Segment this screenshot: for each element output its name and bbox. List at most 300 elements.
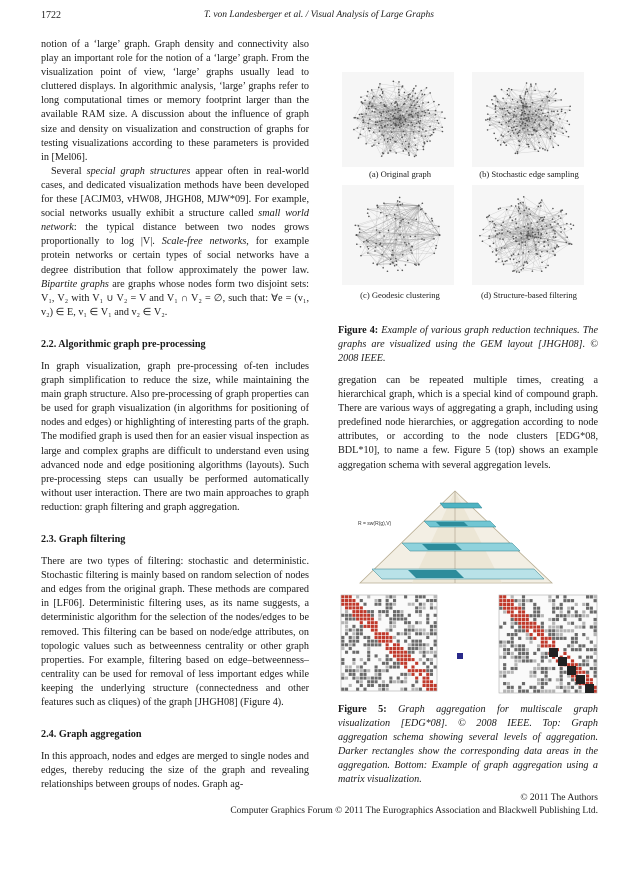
matrix-cell xyxy=(548,625,551,628)
matrix-cell xyxy=(360,610,363,613)
graph-node xyxy=(395,239,397,241)
graph-node xyxy=(495,106,497,108)
matrix-cell xyxy=(408,625,411,628)
matrix-cell xyxy=(514,618,517,621)
graph-node xyxy=(518,140,520,142)
matrix-cell xyxy=(345,595,348,598)
matrix-cell xyxy=(586,659,589,662)
matrix-cell xyxy=(434,599,437,602)
matrix-cell xyxy=(563,637,566,640)
matrix-cell xyxy=(378,599,381,602)
matrix-cell xyxy=(563,671,566,674)
graph-node xyxy=(423,110,425,112)
matrix-cell xyxy=(552,644,555,647)
matrix-cell xyxy=(415,680,418,683)
matrix-cell xyxy=(578,614,581,617)
matrix-cell xyxy=(404,658,407,661)
matrix-cell xyxy=(430,680,433,683)
graph-node xyxy=(414,104,416,106)
matrix-cell xyxy=(434,614,437,617)
matrix-cell xyxy=(352,651,355,654)
graph-node xyxy=(520,97,522,99)
matrix-cell xyxy=(503,682,506,685)
matrix-cell xyxy=(567,629,570,632)
graph-geodesic-image xyxy=(342,185,454,285)
graph-node xyxy=(513,114,515,116)
graph-node xyxy=(402,254,404,256)
graph-node xyxy=(524,98,526,100)
matrix-cell xyxy=(548,633,551,636)
matrix-cell xyxy=(341,636,344,639)
graph-node xyxy=(542,148,544,150)
matrix-cell xyxy=(507,607,510,610)
graph-node xyxy=(395,141,397,143)
graph-node xyxy=(535,249,537,251)
graph-node xyxy=(417,116,419,118)
matrix-cell xyxy=(586,637,589,640)
matrix-cell xyxy=(352,673,355,676)
graph-node xyxy=(498,208,500,210)
graph-node xyxy=(499,207,501,209)
aggregation-matrix-image xyxy=(339,593,601,696)
matrix-cell xyxy=(571,637,574,640)
matrix-cell xyxy=(541,629,544,632)
matrix-cell xyxy=(382,640,385,643)
graph-node xyxy=(397,200,399,202)
matrix-cell xyxy=(594,690,597,693)
matrix-cell xyxy=(518,599,521,602)
graph-node xyxy=(553,147,555,149)
matrix-cell xyxy=(586,595,589,598)
matrix-cell xyxy=(408,614,411,617)
matrix-cell xyxy=(586,656,589,659)
graph-node xyxy=(497,140,499,142)
matrix-cell xyxy=(533,625,536,628)
matrix-cell xyxy=(371,643,374,646)
graph-node xyxy=(492,221,494,223)
matrix-cell xyxy=(360,677,363,680)
graph-node xyxy=(519,95,521,97)
graph-node xyxy=(426,87,428,89)
graph-node xyxy=(392,262,394,264)
matrix-cell xyxy=(526,622,529,625)
graph-node xyxy=(520,213,522,215)
graph-node xyxy=(362,103,364,105)
matrix-cell xyxy=(537,663,540,666)
matrix-cell xyxy=(397,610,400,613)
graph-node xyxy=(360,134,362,136)
graph-node xyxy=(517,133,519,135)
matrix-cell xyxy=(426,673,429,676)
matrix-cell xyxy=(382,688,385,691)
graph-node xyxy=(401,136,403,138)
matrix-cell xyxy=(426,669,429,672)
matrix-cell xyxy=(507,599,510,602)
graph-node xyxy=(507,110,509,112)
matrix-cell xyxy=(556,618,559,621)
graph-node xyxy=(557,223,559,225)
matrix-cell xyxy=(426,658,429,661)
matrix-cell xyxy=(367,614,370,617)
graph-node xyxy=(408,222,410,224)
matrix-cell xyxy=(529,674,532,677)
graph-node xyxy=(408,152,410,154)
graph-node xyxy=(532,235,534,237)
graph-node xyxy=(411,122,413,124)
matrix-cell xyxy=(499,603,502,606)
graph-node xyxy=(429,92,431,94)
matrix-cell xyxy=(341,640,344,643)
graph-node xyxy=(524,111,526,113)
matrix-cell xyxy=(356,614,359,617)
matrix-cell xyxy=(503,595,506,598)
matrix-cell xyxy=(575,663,578,666)
graph-node xyxy=(378,143,380,145)
matrix-cell xyxy=(499,607,502,610)
matrix-cell xyxy=(518,686,521,689)
graph-node xyxy=(398,117,400,119)
graph-node xyxy=(374,111,376,113)
matrix-cell xyxy=(393,665,396,668)
graph-node xyxy=(387,270,389,272)
graph-node xyxy=(403,124,405,126)
graph-node xyxy=(566,131,568,133)
graph-node xyxy=(403,104,405,106)
graph-node xyxy=(405,120,407,122)
matrix-cell xyxy=(378,603,381,606)
graph-node xyxy=(355,225,357,227)
matrix-cell xyxy=(426,632,429,635)
matrix-cell xyxy=(341,621,344,624)
graph-node xyxy=(512,220,514,222)
matrix-cell xyxy=(537,607,540,610)
graph-node xyxy=(423,149,425,151)
matrix-cell xyxy=(360,632,363,635)
graph-node xyxy=(377,207,379,209)
matrix-cell xyxy=(430,625,433,628)
graph-node xyxy=(432,220,434,222)
matrix-cell xyxy=(434,595,437,598)
matrix-cell xyxy=(356,669,359,672)
matrix-cell xyxy=(526,652,529,655)
graph-node xyxy=(501,233,503,235)
graph-node xyxy=(546,132,548,134)
graph-node xyxy=(567,120,569,122)
graph-node xyxy=(527,91,529,93)
graph-node xyxy=(508,121,510,123)
matrix-cell xyxy=(419,669,422,672)
paragraph: In this approach, nodes and edges are merged to single nodes and edges, thereby reducing the size of the graph and revealing relationships between groups of nodes. Graph ag- xyxy=(41,751,309,791)
matrix-cell xyxy=(575,637,578,640)
matrix-cell xyxy=(400,651,403,654)
matrix-cell xyxy=(363,614,366,617)
graph-node xyxy=(408,94,410,96)
graph-node xyxy=(528,239,530,241)
matrix-cell xyxy=(386,658,389,661)
matrix-cell xyxy=(375,643,378,646)
matrix-cell xyxy=(341,673,344,676)
matrix-cell xyxy=(341,688,344,691)
graph-node xyxy=(390,258,392,260)
graph-node xyxy=(373,144,375,146)
matrix-cell xyxy=(389,651,392,654)
graph-node xyxy=(417,115,419,117)
matrix-cell xyxy=(404,629,407,632)
matrix-cell xyxy=(360,658,363,661)
graph-node xyxy=(536,130,538,132)
matrix-cell xyxy=(408,669,411,672)
matrix-cell xyxy=(415,688,418,691)
matrix-cell xyxy=(415,677,418,680)
graph-node xyxy=(444,118,446,120)
matrix-cell xyxy=(430,658,433,661)
graph-node xyxy=(414,236,416,238)
matrix-cell xyxy=(389,625,392,628)
graph-node xyxy=(518,253,520,255)
graph-node xyxy=(485,119,487,121)
graph-node xyxy=(548,244,550,246)
matrix-cell xyxy=(423,680,426,683)
graph-node xyxy=(550,129,552,131)
graph-node xyxy=(384,139,386,141)
graph-node xyxy=(417,101,419,103)
matrix-cell xyxy=(397,680,400,683)
graph-node xyxy=(514,121,516,123)
graph-node xyxy=(520,100,522,102)
graph-node xyxy=(403,131,405,133)
graph-node xyxy=(368,127,370,129)
graph-node xyxy=(390,120,392,122)
matrix-cell xyxy=(363,636,366,639)
matrix-cell xyxy=(360,621,363,624)
matrix-cell xyxy=(541,678,544,681)
graph-node xyxy=(499,108,501,110)
matrix-cell xyxy=(411,651,414,654)
matrix-cell xyxy=(415,629,418,632)
matrix-cell xyxy=(582,633,585,636)
matrix-cell xyxy=(545,644,548,647)
graph-node xyxy=(390,150,392,152)
matrix-cell xyxy=(423,632,426,635)
graph-node xyxy=(508,125,510,127)
graph-node xyxy=(502,116,504,118)
graph-node xyxy=(408,143,410,145)
graph-node xyxy=(538,232,540,234)
graph-edge xyxy=(521,203,549,245)
graph-node xyxy=(532,127,534,129)
graph-edge xyxy=(490,246,496,255)
matrix-cell xyxy=(507,648,510,651)
matrix-cell xyxy=(363,610,366,613)
matrix-cell xyxy=(415,647,418,650)
graph-node xyxy=(501,229,503,231)
matrix-cell xyxy=(526,625,529,628)
section-heading: 2.2. Algorithmic graph pre-processing xyxy=(41,338,206,350)
graph-node xyxy=(518,261,520,263)
graph-node xyxy=(388,110,390,112)
matrix-cell xyxy=(541,633,544,636)
matrix-cell xyxy=(526,629,529,632)
paragraph: In graph visualization, graph pre-processing of-ten includes graph simplification to reduce the size, while maintaining the main graph structure. Also pre-processing of graph properties can be used for graph visualization (in algorithms for positioning of nodes and edges) or highlighting of interesting parts of the graph. The modified graph is used then for an easier visual inspection as large and complex graphs are difficult to understand even using advanced node and edge positioning algorithms (layouts). Such pre-processing steps can usually be performed automatically without user interaction. There are two main approaches to graph reduction: graph filtering and graph aggregation. xyxy=(41,360,309,513)
matrix-cell xyxy=(352,662,355,665)
matrix-cell xyxy=(360,617,363,620)
graph-node xyxy=(523,118,525,120)
graph-node xyxy=(506,209,508,211)
matrix-cell xyxy=(526,599,529,602)
graph-node xyxy=(499,238,501,240)
matrix-cell xyxy=(349,647,352,650)
matrix-cell xyxy=(522,622,525,625)
graph-node xyxy=(354,117,356,119)
matrix-cell xyxy=(533,674,536,677)
graph-node xyxy=(528,117,530,119)
matrix-cell xyxy=(426,684,429,687)
matrix-cell xyxy=(360,606,363,609)
matrix-cell xyxy=(378,643,381,646)
graph-node xyxy=(383,235,385,237)
graph-node xyxy=(564,228,566,230)
matrix-cell xyxy=(397,632,400,635)
matrix-cell xyxy=(386,614,389,617)
graph-node xyxy=(436,245,438,247)
matrix-block xyxy=(576,675,585,684)
matrix-cell xyxy=(552,667,555,670)
matrix-cell xyxy=(522,599,525,602)
matrix-cell xyxy=(356,629,359,632)
matrix-cell xyxy=(522,595,525,598)
graph-edge xyxy=(415,253,434,264)
graph-node xyxy=(422,102,424,104)
graph-node xyxy=(513,111,515,113)
matrix-cell xyxy=(423,629,426,632)
matrix-cell xyxy=(537,667,540,670)
graph-node xyxy=(360,96,362,98)
graph-node xyxy=(565,213,567,215)
running-title: T. von Landesberger et al. / Visual Analysis of Large Graphs xyxy=(204,10,434,20)
matrix-cell xyxy=(345,677,348,680)
graph-node xyxy=(495,261,497,263)
matrix-cell xyxy=(541,690,544,693)
matrix-cell xyxy=(375,603,378,606)
matrix-cell xyxy=(345,632,348,635)
graph-node xyxy=(532,114,534,116)
graph-node xyxy=(408,154,410,156)
matrix-cell xyxy=(430,629,433,632)
aggregation-pyramid-diagram xyxy=(352,487,562,587)
graph-node xyxy=(398,89,400,91)
graph-node xyxy=(518,135,520,137)
graph-node xyxy=(367,212,369,214)
matrix-cell xyxy=(567,690,570,693)
graph-node xyxy=(400,109,402,111)
matrix-cell xyxy=(349,684,352,687)
matrix-cell xyxy=(503,603,506,606)
graph-node xyxy=(516,241,518,243)
matrix-cell xyxy=(389,603,392,606)
matrix-cell xyxy=(360,673,363,676)
graph-node xyxy=(530,85,532,87)
matrix-cell xyxy=(367,684,370,687)
matrix-cell xyxy=(529,671,532,674)
graph-edge xyxy=(364,235,440,242)
graph-node xyxy=(550,138,552,140)
matrix-cell xyxy=(533,690,536,693)
matrix-cell xyxy=(545,674,548,677)
graph-node xyxy=(390,113,392,115)
matrix-cell xyxy=(541,641,544,644)
graph-node xyxy=(371,111,373,113)
matrix-cell xyxy=(571,659,574,662)
graph-node xyxy=(489,119,491,121)
matrix-cell xyxy=(378,636,381,639)
matrix-cell xyxy=(514,629,517,632)
matrix-cell xyxy=(563,648,566,651)
matrix-cell xyxy=(419,651,422,654)
matrix-cell xyxy=(389,665,392,668)
graph-edge xyxy=(415,226,439,264)
graph-node xyxy=(501,224,503,226)
graph-node xyxy=(495,235,497,237)
matrix-cell xyxy=(522,652,525,655)
matrix-cell xyxy=(375,673,378,676)
matrix-cell xyxy=(578,656,581,659)
matrix-cell xyxy=(567,610,570,613)
graph-node xyxy=(515,237,517,239)
graph-node xyxy=(420,209,422,211)
matrix-cell xyxy=(518,614,521,617)
matrix-cell xyxy=(552,633,555,636)
matrix-cell xyxy=(545,637,548,640)
graph-node xyxy=(399,115,401,117)
graph-node xyxy=(367,246,369,248)
matrix-cell xyxy=(526,614,529,617)
matrix-cell xyxy=(571,622,574,625)
graph-node xyxy=(499,232,501,234)
graph-node xyxy=(441,111,443,113)
matrix-cell xyxy=(434,621,437,624)
matrix-cell xyxy=(567,656,570,659)
graph-node xyxy=(515,115,517,117)
graph-node xyxy=(415,144,417,146)
graph-node xyxy=(525,93,527,95)
graph-node xyxy=(403,236,405,238)
matrix-cell xyxy=(378,684,381,687)
matrix-cell xyxy=(537,690,540,693)
graph-node xyxy=(544,241,546,243)
graph-node xyxy=(552,250,554,252)
matrix-cell xyxy=(382,610,385,613)
matrix-cell xyxy=(386,603,389,606)
matrix-cell xyxy=(382,684,385,687)
graph-node xyxy=(392,115,394,117)
matrix-cell xyxy=(560,629,563,632)
matrix-cell xyxy=(375,632,378,635)
matrix-cell xyxy=(518,648,521,651)
graph-node xyxy=(535,237,537,239)
graph-node xyxy=(409,93,411,95)
graph-node xyxy=(541,251,543,253)
matrix-cell xyxy=(563,629,566,632)
matrix-cell xyxy=(341,647,344,650)
matrix-cell xyxy=(419,603,422,606)
graph-node xyxy=(423,239,425,241)
graph-node xyxy=(390,124,392,126)
matrix-cell xyxy=(507,633,510,636)
graph-node xyxy=(517,198,519,200)
graph-node xyxy=(526,82,528,84)
graph-edge xyxy=(510,100,513,108)
matrix-cell xyxy=(371,680,374,683)
